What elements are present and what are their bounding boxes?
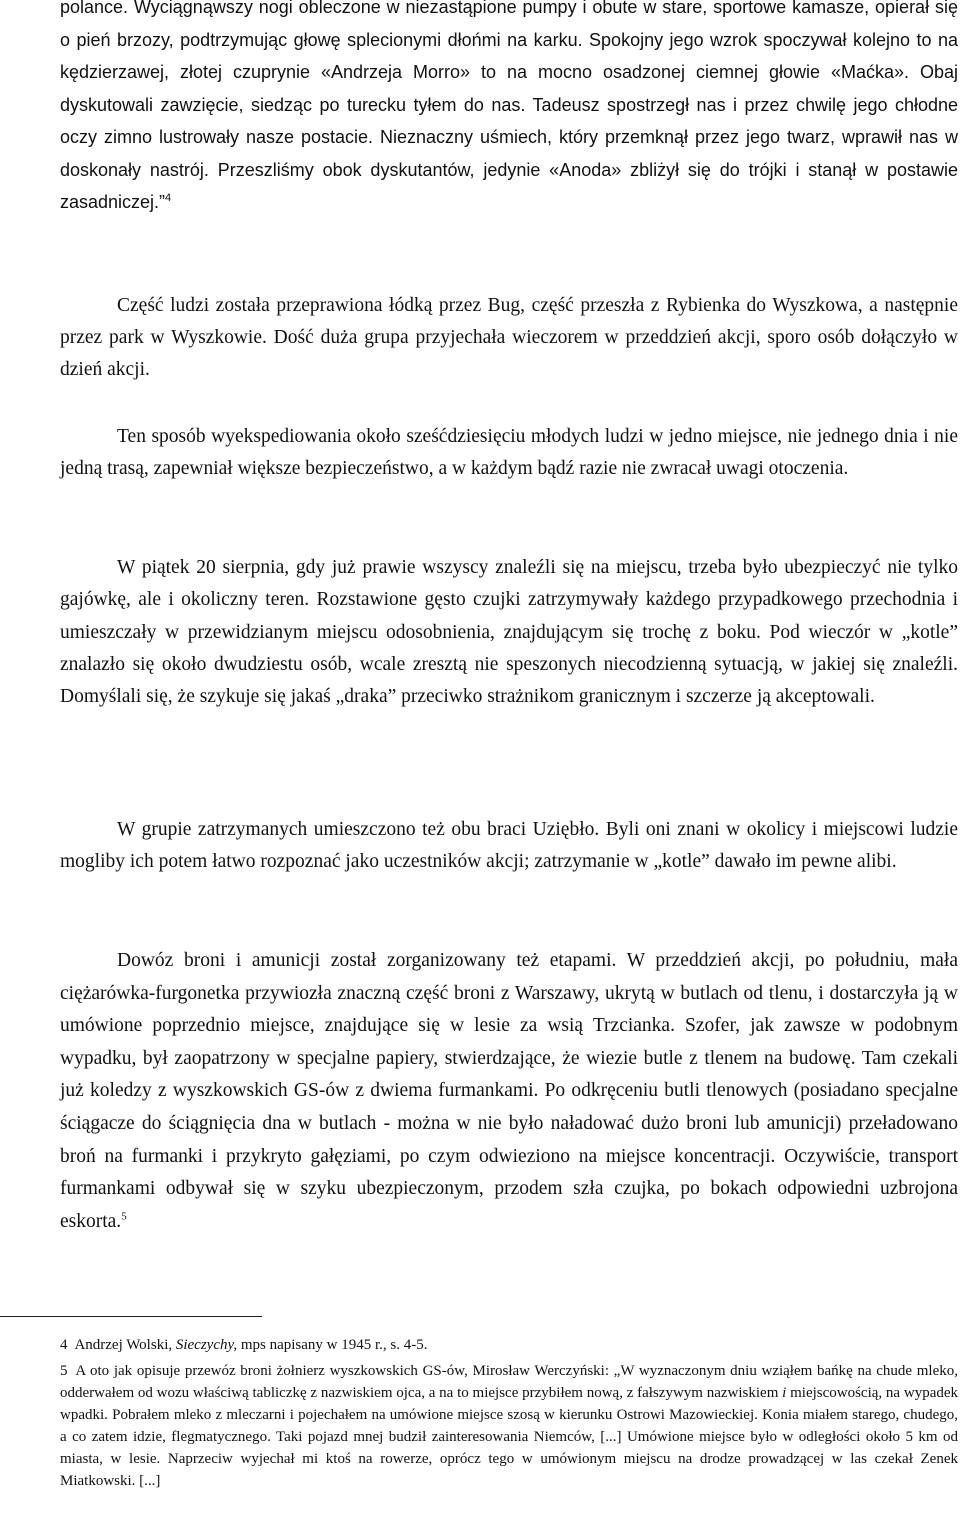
footnote-italic: i	[782, 1385, 787, 1401]
footnote-text: mps napisany w 1945 r., s. 4-5.	[240, 1337, 428, 1353]
paragraph-quote-continuation	[60, 0, 958, 219]
paragraph-text: Część ludzi została przeprawiona łódką przez Bug, część przeszła z Rybienka do Wyszkowa, a następnie przez park w Wyszkowie. Dość duża grupa przyjechała wieczorem w przeddzień akcji, sporo osób dołączyło w dzień akcji.	[60, 295, 958, 380]
footnote-number: 5	[60, 1363, 68, 1379]
paragraph-detained-group	[60, 814, 958, 878]
paragraph-text: Dowóz broni i amunicji został zorganizowany też etapami. W przeddzień akcji, po południu, mała ciężarówka-furgonetka przywiozła znaczną część broni z Warszawy, ukrytą w butlach od tlenu, i dostarczyła ją w umówione poprzednio miejsce, znajdujące się w lesie za wsią Trzcianka. Szofer, jak zawsze w podobnym wypadku, był zaopatrzony w specjalne papiery, stwierdzające, że wiezie butle z tlenem na budowę. Tam czekali już koledzy z wyszkowskich GS-ów z dwiema furmankami. Po odkręceniu butli tlenowych (posiadano specjalne ściągacze do ściągnięcia dna w butlach - można w nie było naładować dużo broni lub amunicji) przeładowano broń na furmanki i przykryto gałęziami, po czym odwieziono na miejsce koncentracji. Oczywiście, transport furmankami odbywał się w szyku ubezpieczonym, przodem szła czujka, po bokach odpowiedni uzbrojona eskorta.	[60, 950, 958, 1232]
paragraph-text: W grupie zatrzymanych umieszczono też obu braci Uziębło. Byli oni znani w okolicy i miejscowi ludzie mogliby ich potem łatwo rozpoznać jako uczestników akcji; zatrzymanie w „kotle” dawało im pewne alibi.	[60, 819, 958, 872]
footnote-ref-4: 4	[165, 192, 172, 204]
footnote-title: Sieczychy,	[175, 1337, 238, 1353]
footnote-number: 4	[60, 1337, 68, 1353]
footnote-text: A oto jak opisuje przewóz broni żołnierz wyszkowskich GS-ów, Mirosław Werczyński: „W wyznaczonym dniu wziąłem bańkę na chude mleko, odderwałem od wozu właściwą tabliczkę z nazwiskiem ojca, a na to miejsce przybiłem nową, z fałszywym nazwiskiem	[60, 1363, 958, 1401]
footnote-author: Andrzej Wolski,	[74, 1337, 173, 1353]
footnote-4	[60, 1334, 958, 1356]
paragraph-weapons-transport	[60, 945, 958, 1238]
footnote-5	[60, 1360, 958, 1492]
paragraph-text: polance. Wyciągnąwszy nogi obleczone w niezastąpione pumpy i obute w stare, sportowe kamasze, opierał się o pień brzozy, podtrzymując głowę splecionymi dłońmi na karku. Spokojny jego wzrok spoczywał kolejno to na kędzierzawej, złotej czuprynie «Andrzeja Morro» to na mocno osadzonej ciemnej głowie «Maćka». Obaj dyskutowali zawzięcie, siedząc po turecku tyłem do nas. Tadeusz spostrzegł nas i przez chwilę jego chłodne oczy zimno lustrowały nasze postacie. Nieznaczny uśmiech, który przemknął przez jego twarz, wprawił nas w doskonały nastrój. Przeszliśmy obok dyskutantów, jedynie «Anoda» zbliżył się do trójki i stanął w postawie zasadniczej.”	[60, 0, 958, 212]
paragraph-text: W piątek 20 sierpnia, gdy już prawie wszyscy znaleźli się na miejscu, trzeba było ubezpieczyć nie tylko gajówkę, ale i okoliczny teren. Rozstawione gęsto czujki zatrzymywały każdego przypadkowego przechodnia i umieszczały w przewidzianym miejscu odosobnienia, znajdującym się trochę z boku. Pod wieczór w „kotle” znalazło się około dwudziestu osób, wcale zresztą nie speszonych niecodzienną sytuacją, w jakiej się znaleźli. Domyślali się, że szykuje się jakaś „draka” przeciwko strażnikom granicznym i szczerze ją akceptowali.	[60, 557, 958, 708]
paragraph-expedition	[60, 421, 958, 485]
paragraph-friday	[60, 552, 958, 713]
footnote-ref-5: 5	[121, 1210, 127, 1223]
footnote-text: miejscowością, na wypadek wpadki. Pobrałem mleko z mleczarni i pojechałem na umówione miejsce szosą w kierunku Ostrowi Mazowieckiej. Konia miałem starego, chudego, a co zatem idzie, flegmatycznego. Taki pojazd mnej budził zainteresowania Niemców, [...] Umówione miejsce było w odległości około 5 km od miasta, w lesie. Naprzeciw wyjechał mi ktoś na rowerze, oprócz tego w umówionym miejscu na drodze prowadzącej w las czekał Zenek Miatkowski. [...]	[60, 1385, 959, 1489]
paragraph-crossing	[60, 290, 958, 386]
footnote-separator	[0, 1316, 262, 1317]
paragraph-text: Ten sposób wyekspediowania około sześćdziesięciu młodych ludzi w jedno miejsce, nie jednego dnia i nie jedną trasą, zapewniał większe bezpieczeństwo, a w każdym bądź razie nie zwracał uwagi otoczenia.	[60, 426, 958, 479]
